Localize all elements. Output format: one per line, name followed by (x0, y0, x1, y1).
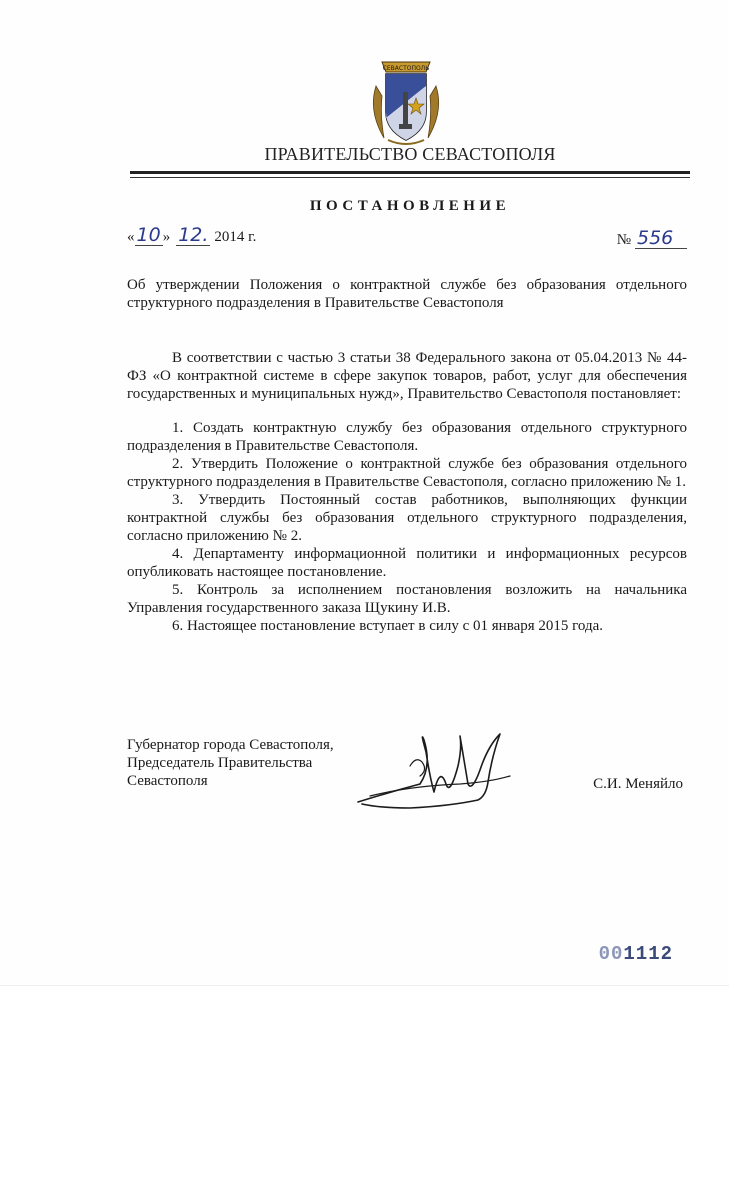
signatory-name: С.И. Меняйло (593, 776, 683, 792)
body-item: 3. Утвердить Постоянный состав работников, выполняющих функции контрактной службы без образования отдельного структурного подразделения, согласно приложению № 2. (127, 492, 687, 544)
date-month-handwritten: 12. (178, 224, 209, 246)
sevastopol-coat-of-arms-icon (366, 56, 446, 148)
body-item: 6. Настоящее постановление вступает в силу с 01 января 2015 года. (172, 618, 604, 634)
date-year: 2014 г. (214, 229, 257, 245)
emblem-banner-text: СЕВАСТОПОЛЬ (382, 65, 430, 72)
date-day-handwritten: 10 (136, 224, 161, 246)
number-value-handwritten: 556 (635, 229, 687, 249)
document-body (127, 349, 687, 635)
body-item: 5. Контроль за исполнением постановления возложить на начальника Управления государственного заказа Щукину И.В. (127, 582, 687, 616)
serial-number-digits: 1112 (623, 943, 673, 965)
number-prefix: № (616, 232, 631, 248)
document-type-heading: ПОСТАНОВЛЕНИЕ (309, 198, 511, 214)
body-item: 1. Создать контрактную службу без образования отдельного структурного подразделения в Правительстве Севастополя. (127, 420, 687, 454)
handwritten-signature-icon (350, 726, 530, 810)
document-date (127, 226, 256, 246)
date-open-quote: « (127, 229, 135, 245)
body-intro-paragraph: В соответствии с частью 3 статьи 38 Федерального закона от 05.04.2013 № 44-ФЗ «О контрактной системе в сфере закупок товаров, работ, услуг для обеспечения государственных и муниципальных нужд», Правительство Севастополя постановляет: (127, 350, 687, 402)
date-close-quote: » (162, 229, 171, 245)
signatory-position-line: Губернатор города Севастополя, (127, 737, 334, 753)
header-divider-thin (130, 177, 690, 178)
signatory-position-line: Председатель Правительства (127, 755, 313, 771)
header-divider-thick (130, 171, 690, 174)
serial-number-stamp (599, 943, 673, 965)
government-title: ПРАВИТЕЛЬСТВО СЕВАСТОПОЛЯ (264, 144, 556, 164)
body-item: 4. Департаменту информационной политики и информационных ресурсов опубликовать настоящее постановление. (127, 546, 687, 580)
document-number (617, 229, 687, 249)
document-subject: Об утверждении Положения о контрактной службе без образования отдельного структурного подразделения в Правительстве Севастополя (127, 277, 687, 311)
signatory-position-line: Севастополя (127, 773, 208, 789)
body-item: 2. Утвердить Положение о контрактной службе без образования отдельного структурного подразделения в Правительстве Севастополя, согласно приложению № 1. (127, 456, 687, 490)
signatory-position (127, 736, 334, 790)
serial-number-faint-digits: 00 (598, 943, 624, 965)
